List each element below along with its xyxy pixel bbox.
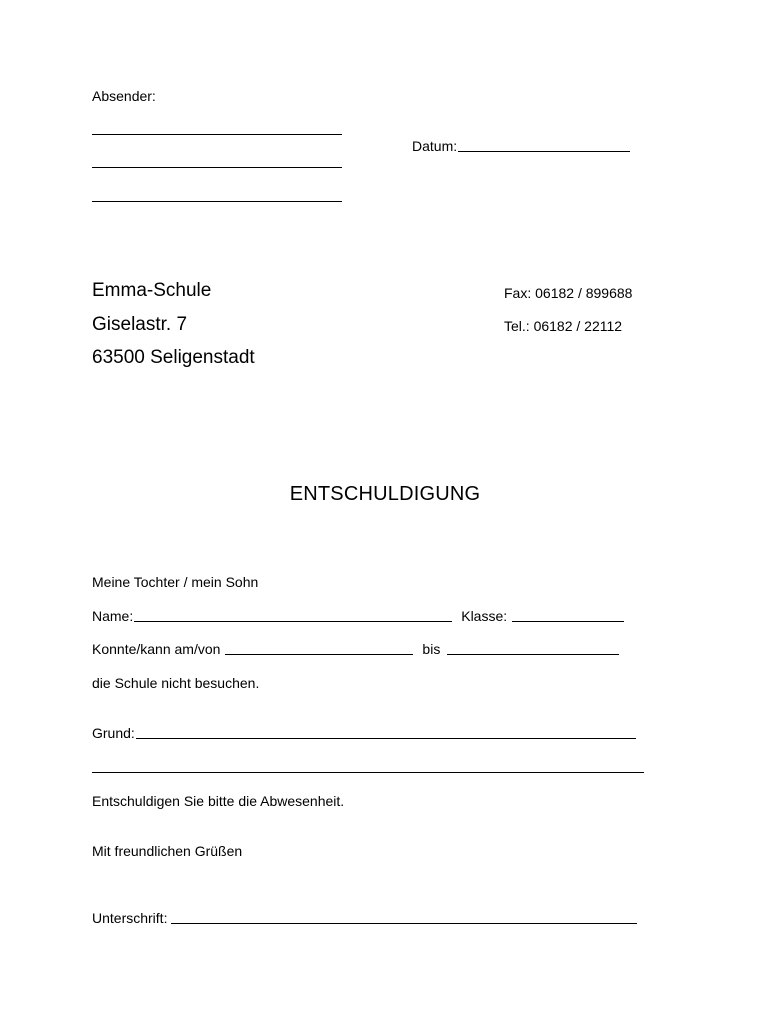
from-date-field[interactable] [225, 654, 413, 655]
signature-label: Unterschrift: [92, 910, 168, 926]
name-label: Name: [92, 608, 134, 624]
date-field[interactable] [458, 151, 630, 152]
date-range-row [92, 641, 619, 657]
name-field[interactable] [134, 621, 452, 622]
sender-label: Absender: [92, 88, 156, 104]
school-name: Emma-Schule [92, 280, 212, 301]
name-row [92, 608, 624, 624]
intro-text: Meine Tochter / mein Sohn [92, 574, 259, 590]
reason-label: Grund: [92, 725, 135, 741]
signature-row [92, 910, 637, 926]
document-title: ENTSCHULDIGUNG [289, 483, 481, 505]
sender-line-1[interactable] [92, 134, 342, 135]
absence-text: die Schule nicht besuchen. [92, 675, 260, 691]
request-text: Entschuldigen Sie bitte die Abwesenheit. [92, 793, 345, 809]
closing-text: Mit freundlichen Grüßen [92, 843, 243, 859]
school-tel: Tel.: 06182 / 22112 [504, 318, 623, 334]
signature-field[interactable] [171, 923, 637, 924]
date-row [412, 138, 630, 154]
class-label: Klasse: [461, 608, 508, 624]
sender-line-3[interactable] [92, 201, 342, 202]
reason-field[interactable] [136, 738, 636, 739]
from-label: Konnte/kann am/von [92, 641, 221, 657]
school-city: 63500 Seligenstadt [92, 347, 255, 368]
school-street: Giselastr. 7 [92, 314, 188, 335]
school-fax: Fax: 06182 / 899688 [504, 285, 633, 301]
reason-row [92, 725, 636, 741]
until-label: bis [422, 641, 441, 657]
sender-line-2[interactable] [92, 167, 342, 168]
date-label: Datum: [412, 138, 458, 154]
class-field[interactable] [512, 621, 624, 622]
until-date-field[interactable] [447, 654, 619, 655]
reason-line-2[interactable] [92, 772, 644, 773]
